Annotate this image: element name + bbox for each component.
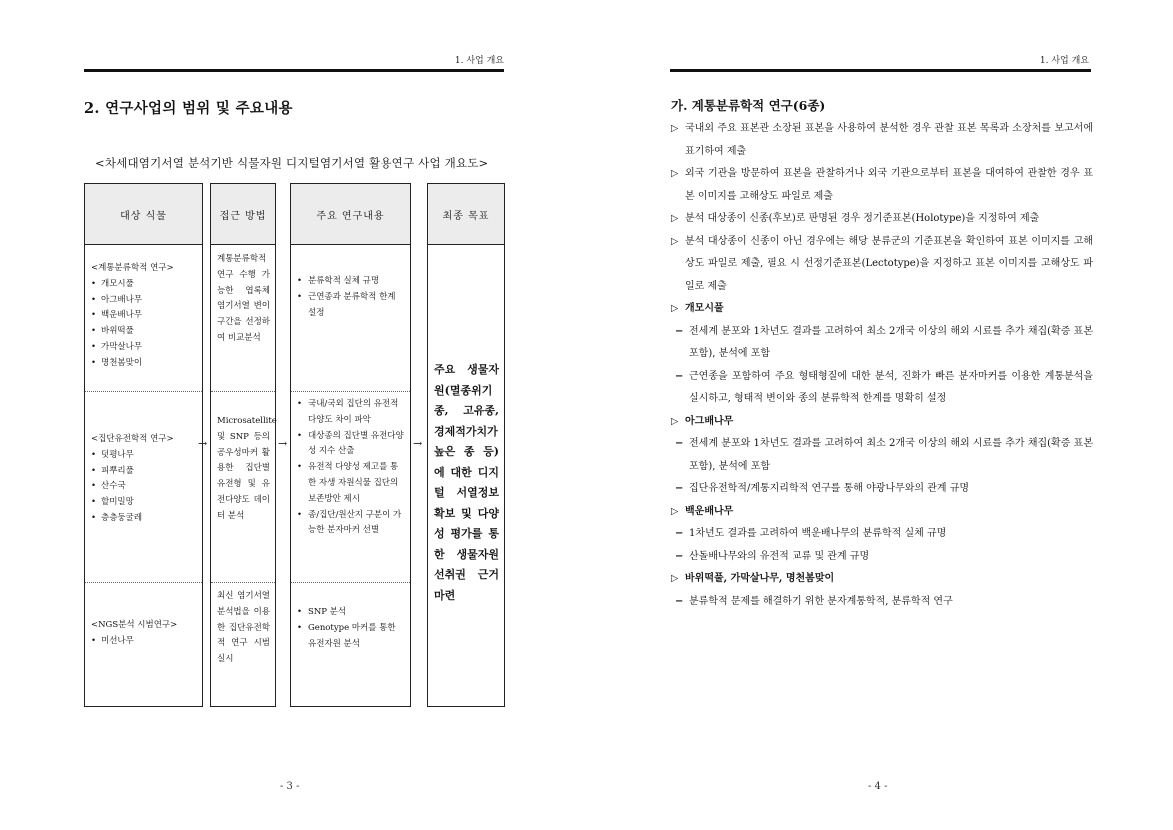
research-item: • SNP 분석	[297, 605, 406, 621]
page-4	[587, 0, 1173, 830]
column-header: 최종 목표	[428, 184, 504, 245]
plant-item: • 덧평나무	[91, 448, 198, 464]
page-number: - 3 -	[280, 781, 300, 792]
dash-item: − 집단유전학적/계통지리학적 연구를 통해 야광나무와의 관계 규명	[671, 478, 1093, 501]
column-header: 접근 방법	[211, 184, 275, 245]
page-number: - 4 -	[868, 781, 888, 792]
research-item: • Genotype 마커를 통한 유전자원 분석	[297, 621, 406, 653]
final-goal-column	[427, 183, 505, 707]
plant-item: • 산수국	[91, 479, 198, 495]
research-item: • 유전적 다양성 제고를 통한 자생 자원식물 집단의 보존방안 제시	[297, 460, 406, 507]
target-plants-column	[84, 183, 203, 707]
bullet-point: ▷ 국내외 주요 표본관 소장된 표본을 사용하여 분석한 경우 관찰 표본 목록과 소장처를 보고서에 표기하여 제출	[671, 118, 1093, 163]
flow-arrow-icon: →	[278, 437, 288, 450]
species-heading: ▷ 백운배나무	[671, 501, 1093, 524]
final-goal-text: 주요 생물자원(멸종위기종, 고유종, 경제적가치가 높은 종 등)에 대한 디지털 서열정보 확보 및 다양성 평가를 통한 생물자원 선취권 근거 마련	[434, 363, 499, 602]
column-header: 대상 식물	[85, 184, 202, 245]
plant-item: • 층층둥굴레	[91, 511, 198, 527]
plant-group-title: <NGS분석 시범연구>	[91, 620, 178, 630]
plant-item: • 명천봄맞이	[91, 356, 198, 372]
research-group	[291, 583, 410, 708]
plant-item: • 아그배나무	[91, 293, 198, 309]
subsection-title: 가. 계통분류학적 연구(6종)	[671, 98, 826, 113]
dash-item: − 산돌배나무와의 유전적 교류 및 관계 규명	[671, 546, 1093, 569]
research-group	[291, 244, 410, 392]
section-title: 2. 연구사업의 범위 및 주요내용	[84, 100, 293, 117]
research-item: • 국내/국외 집단의 유전적 다양도 차이 파악	[297, 397, 406, 429]
plant-item: • 바위떡풀	[91, 324, 198, 340]
plant-item: • 할미밀망	[91, 495, 198, 511]
dash-item: − 전세계 분포와 1차년도 결과를 고려하여 최소 2개국 이상의 해외 시료를 추가 채집(확증 표본 포함), 분석에 포함	[671, 321, 1093, 366]
flow-arrow-icon: →	[413, 437, 423, 450]
dash-item: − 근연종을 포함하여 주요 형태형질에 대한 분석, 진화가 빠른 분자마커를 이용한 계통분석을 실시하고, 형태적 변이와 종의 분류학적 한계를 명확히 설정	[671, 366, 1093, 411]
species-heading: ▷ 바위떡풀, 가막살나무, 명천봄맞이	[671, 568, 1093, 591]
research-content-column	[290, 183, 411, 707]
research-list	[297, 274, 406, 321]
plant-item: • 가막살나무	[91, 340, 198, 356]
plant-list	[91, 448, 198, 527]
overview-caption: <차세대염기서열 분석기반 식물자원 디지털염기서열 활용연구 사업 개요도>	[95, 156, 489, 170]
research-list	[297, 397, 406, 539]
bullet-point: ▷ 외국 기관을 방문하여 표본을 관찰하거나 외국 기관으로부터 표본을 대여하여 관찰한 경우 표본 이미지를 고해상도 파일로 제출	[671, 163, 1093, 208]
species-heading: ▷ 아그배나무	[671, 411, 1093, 434]
plant-item: • 피뿌리풀	[91, 464, 198, 480]
subsection-body	[671, 118, 1093, 613]
approach-column	[210, 183, 276, 707]
plant-item: • 백운배나무	[91, 308, 198, 324]
research-group	[291, 392, 410, 583]
bullet-point: ▷ 분석 대상종이 신종(후보)로 판명된 경우 정기준표본(Holotype)을 지정하여 제출	[671, 208, 1093, 231]
research-item: • 종/집단/원산지 구분이 가능한 분자마커 선별	[297, 508, 406, 540]
page-3	[0, 0, 586, 830]
column-header: 주요 연구내용	[291, 184, 410, 245]
plant-list	[91, 634, 198, 650]
research-item: • 근연종과 분류학적 한계 설정	[297, 290, 406, 322]
species-heading: ▷ 개모시풀	[671, 298, 1093, 321]
dash-item: − 분류학적 문제를 해결하기 위한 분자계통학적, 분류학적 연구	[671, 591, 1093, 614]
approach-text: Microsatellite 및 SNP 등의 공우성마커 활용한 집단별 유전형 및 유전다양도 데이터 분석	[211, 392, 275, 583]
running-header: 1. 사업 개요	[454, 56, 504, 66]
plant-item: • 개모시풀	[91, 277, 198, 293]
flow-arrow-icon: →	[198, 437, 208, 450]
plant-item: • 미선나무	[91, 634, 198, 650]
research-item: • 대상종의 집단별 유전다양성 지수 산출	[297, 429, 406, 461]
plant-group	[85, 244, 202, 392]
plant-group	[85, 583, 202, 708]
dash-item: − 1차년도 결과를 고려하여 백운배나무의 분류학적 실체 규명	[671, 523, 1093, 546]
running-header: 1. 사업 개요	[1039, 56, 1089, 66]
header-rule	[84, 69, 504, 72]
research-list	[297, 605, 406, 652]
research-item: • 분류학적 실체 규명	[297, 274, 406, 290]
approach-text: 계통분류학적 연구 수행 가능한 엽록체 염기서열 변이 구간을 선정하여 비교분석	[211, 244, 275, 392]
dash-item: − 전세계 분포와 1차년도 결과를 고려하여 최소 2개국 이상의 해외 시료를 추가 채집(확증 표본 포함), 분석에 포함	[671, 433, 1093, 478]
plant-group-title: <계통분류학적 연구>	[91, 263, 174, 273]
approach-text: 최신 염기서열분석법을 이용한 집단유전학적 연구 시범실시	[217, 591, 270, 665]
plant-group	[85, 392, 202, 583]
bullet-point: ▷ 분석 대상종이 신종이 아닌 경우에는 해당 분류군의 기준표본을 확인하여 표본 이미지를 고해상도 파일로 제출, 필요 시 선정기준표본(Lectotype)을 지정하고 표본 이미지를 고해상도 파일로 제출	[671, 231, 1093, 299]
plant-list	[91, 277, 198, 372]
plant-group-title: <집단유전학적 연구>	[91, 434, 174, 444]
header-rule	[670, 69, 1091, 72]
